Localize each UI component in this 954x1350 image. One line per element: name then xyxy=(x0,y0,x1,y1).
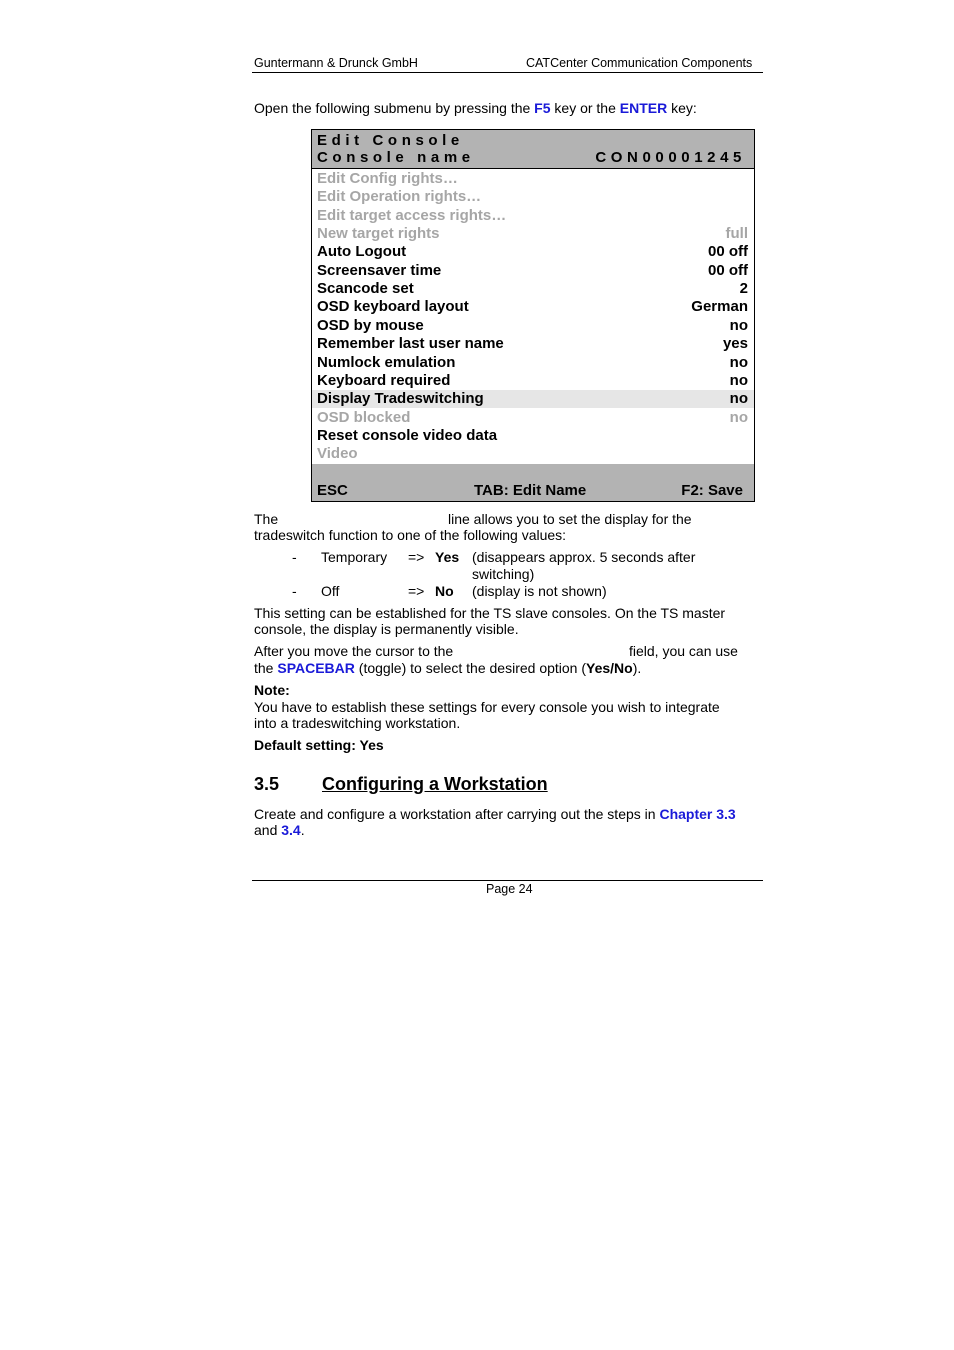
osd-menu-item-value: 00 off xyxy=(707,261,748,279)
osd-menu-item-label: OSD keyboard layout xyxy=(317,298,469,316)
list-term: Temporary xyxy=(321,549,388,565)
list-arrow: => xyxy=(408,549,425,565)
section-text-line1 xyxy=(254,806,736,823)
section-number: 3.5 xyxy=(254,774,280,794)
osd-menu-item-value: yes xyxy=(722,335,748,353)
osd-menu-item-value: 2 xyxy=(739,280,748,298)
osd-menu-item-label: OSD by mouse xyxy=(317,316,424,334)
osd-menu-item[interactable] xyxy=(312,243,754,261)
list-arrow: => xyxy=(408,583,425,599)
intro-text xyxy=(254,100,697,117)
intro-part: Open the following submenu by pressing the xyxy=(254,100,535,116)
osd-menu-item-label: Edit Config rights… xyxy=(317,170,458,187)
header-product: CATCenter Communication Components xyxy=(526,56,753,70)
text-part: (toggle) to select the desired option ( xyxy=(354,660,587,676)
osd-menu-item-label: Numlock emulation xyxy=(317,353,456,371)
footer-rule xyxy=(252,880,763,881)
osd-menu-item-label: OSD blocked xyxy=(317,408,411,426)
yes-no-option: Yes/No xyxy=(586,660,633,676)
list-value: Yes xyxy=(435,549,460,565)
osd-menu-item-label: Edit Operation rights… xyxy=(317,188,482,206)
intro-part: key: xyxy=(667,100,697,116)
f2-save-hint: F2: Save xyxy=(681,482,743,499)
text-part: the xyxy=(254,660,278,676)
header-company: Guntermann & Drunck GmbH xyxy=(254,56,418,70)
osd-title: Edit Console xyxy=(317,132,464,149)
osd-menu-item-value: German xyxy=(691,298,748,316)
osd-menu-item[interactable] xyxy=(312,335,754,353)
osd-menu-item[interactable] xyxy=(312,188,754,206)
paragraph-1-end: line allows you to set the display for the xyxy=(448,511,692,527)
list-desc: (display is not shown) xyxy=(472,583,607,599)
osd-header xyxy=(312,130,754,169)
note-line2: into a tradeswitching workstation. xyxy=(254,715,461,731)
osd-menu-item-label: Keyboard required xyxy=(317,371,451,389)
osd-menu-item[interactable] xyxy=(312,207,754,225)
osd-menu-item[interactable] xyxy=(312,409,754,427)
page-number: Page 24 xyxy=(486,882,533,896)
intro-part: key or the xyxy=(550,100,620,116)
osd-menu-item-label: Screensaver time xyxy=(317,261,442,279)
section-text-line2 xyxy=(254,822,305,839)
note-line1: You have to establish these settings for every console you wish to integrate xyxy=(254,699,720,715)
f5-key: F5 xyxy=(534,100,551,116)
header-rule xyxy=(252,72,763,73)
paragraph-2-line2: console, the display is permanently visible. xyxy=(254,621,519,637)
osd-menu-item-value: no xyxy=(729,408,748,426)
osd-menu-item[interactable] xyxy=(312,390,754,408)
osd-menu-item[interactable] xyxy=(312,170,754,188)
osd-menu-item[interactable] xyxy=(312,298,754,316)
text-part: Create and configure a workstation after carrying out the steps in xyxy=(254,806,660,822)
osd-console-name-value: CON00001245 xyxy=(595,149,746,166)
text-part: . xyxy=(300,822,305,838)
esc-hint: ESC xyxy=(317,482,348,499)
osd-menu-item-label: Reset console video data xyxy=(317,426,498,444)
osd-menu-item-value: no xyxy=(729,390,748,408)
osd-console-name-label: Console name xyxy=(317,149,475,166)
osd-menu-item-label: Edit target access rights… xyxy=(317,206,507,224)
paragraph-3-start: After you move the cursor to the xyxy=(254,643,454,659)
text-part: and xyxy=(254,822,282,838)
list-term: Off xyxy=(321,583,340,599)
enter-key: ENTER xyxy=(619,100,668,116)
osd-menu-item-value: 00 off xyxy=(707,243,748,261)
osd-menu-item[interactable] xyxy=(312,445,754,463)
paragraph-3-end: field, you can use xyxy=(629,643,738,659)
list-desc: (disappears approx. 5 seconds after xyxy=(472,549,696,565)
osd-menu-item-value: no xyxy=(729,371,748,389)
paragraph-1-start: The xyxy=(254,511,279,527)
osd-menu-item[interactable] xyxy=(312,225,754,243)
osd-menu-item-value: full xyxy=(725,225,748,243)
tab-hint: TAB: Edit Name xyxy=(474,482,587,499)
osd-menu-item-value: no xyxy=(729,316,748,334)
list-value: No xyxy=(435,583,454,599)
list-desc: switching) xyxy=(472,566,535,582)
osd-menu-item-label: Scancode set xyxy=(317,280,414,298)
osd-menu-item-value: no xyxy=(729,353,748,371)
osd-menu-item-label: Video xyxy=(317,445,358,463)
osd-menu-item[interactable] xyxy=(312,354,754,372)
osd-menu-item-label: Auto Logout xyxy=(317,243,407,261)
osd-menu-item[interactable] xyxy=(312,262,754,280)
osd-menu-item-label: Remember last user name xyxy=(317,335,504,353)
chapter-3-3-link[interactable]: Chapter 3.3 xyxy=(659,806,736,822)
chapter-3-4-link[interactable]: 3.4 xyxy=(281,822,301,838)
osd-menu-item[interactable] xyxy=(312,280,754,298)
section-title: Configuring a Workstation xyxy=(322,774,548,794)
osd-menu-item[interactable] xyxy=(312,427,754,445)
list-dash: - xyxy=(292,549,297,565)
osd-menu-item-label: New target rights xyxy=(317,225,440,243)
text-part: ). xyxy=(632,660,642,676)
paragraph-1-line2: tradeswitch function to one of the following values: xyxy=(254,527,567,543)
spacebar-key: SPACEBAR xyxy=(277,660,355,676)
osd-menu-item[interactable] xyxy=(312,317,754,335)
note-title: Note: xyxy=(254,682,290,698)
paragraph-2-line1: This setting can be established for the TS slave consoles. On the TS master xyxy=(254,605,726,621)
list-dash: - xyxy=(292,583,297,599)
osd-menu-item[interactable] xyxy=(312,372,754,390)
osd-edit-console-menu xyxy=(311,129,755,502)
default-setting: Default setting: Yes xyxy=(254,737,384,753)
paragraph-3-line2 xyxy=(254,660,641,677)
osd-menu-item-label: Display Tradeswitching xyxy=(317,390,484,408)
osd-footer xyxy=(312,464,754,501)
